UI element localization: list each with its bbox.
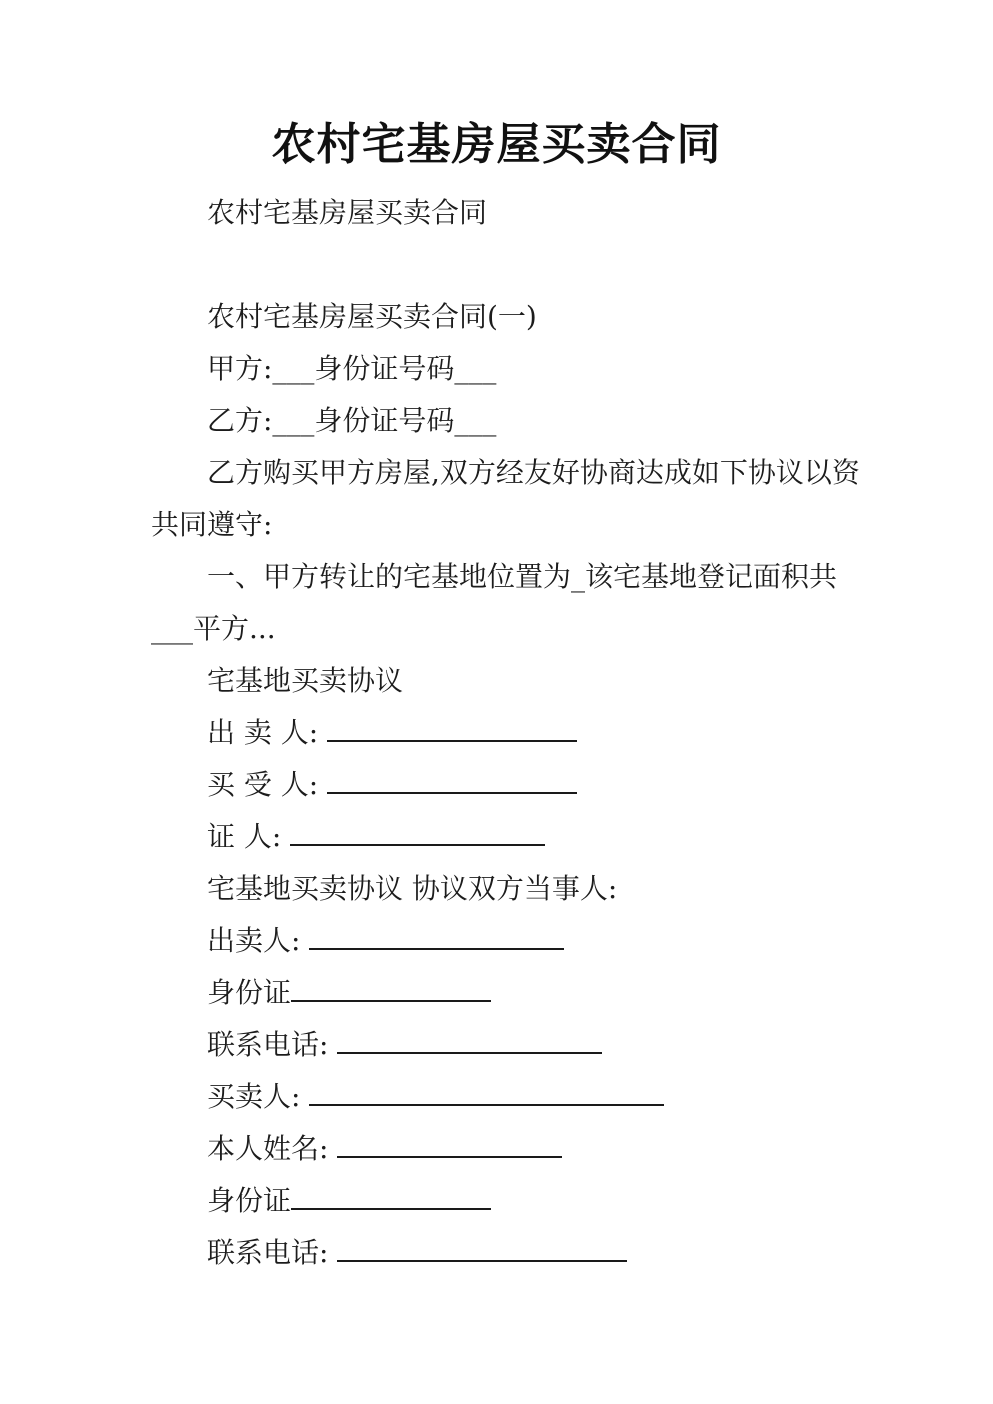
document-body: [151, 187, 973, 1279]
form-field-line: [151, 1123, 973, 1175]
line-text: 身份证: [207, 976, 292, 1009]
form-field-line: [151, 1175, 973, 1227]
line-text: 农村宅基房屋买卖合同: [207, 196, 488, 229]
line-text: 联系电话:: [207, 1236, 338, 1269]
blank-underline: [291, 1180, 491, 1210]
line-text: 农村宅基房屋买卖合同(一): [207, 300, 537, 333]
line-text: 共同遵守:: [151, 508, 273, 541]
document-line: [151, 187, 973, 239]
blank-underline: [327, 712, 577, 742]
form-field-line: [151, 707, 973, 759]
document-line: [151, 499, 973, 551]
document-line: [151, 343, 973, 395]
line-text: 联系电话:: [207, 1028, 338, 1061]
document-line: [151, 863, 973, 915]
line-text: 宅基地买卖协议 协议双方当事人:: [207, 872, 618, 905]
form-field-line: [151, 915, 973, 967]
document-line: [151, 447, 973, 499]
blank-underline: [337, 1128, 562, 1158]
document-line: [151, 395, 973, 447]
line-text: 买卖人:: [207, 1080, 310, 1113]
form-field-line: [151, 1071, 973, 1123]
line-text: [151, 248, 160, 281]
form-field-line: [151, 811, 973, 863]
blank-underline: [309, 1076, 664, 1106]
blank-underline: [290, 816, 545, 846]
blank-underline: [291, 972, 491, 1002]
form-field-line: [151, 1227, 973, 1279]
document-line: [151, 239, 973, 291]
form-field-line: [151, 759, 973, 811]
line-text: 甲方:___身份证号码___: [207, 352, 497, 385]
line-text: 身份证: [207, 1184, 292, 1217]
blank-underline: [327, 764, 577, 794]
line-text: 乙方:___身份证号码___: [207, 404, 497, 437]
blank-underline: [309, 920, 564, 950]
line-text: 证 人:: [207, 820, 291, 853]
line-text: 出卖人:: [207, 924, 310, 957]
document-line: [151, 291, 973, 343]
line-text: 一、甲方转让的宅基地位置为_该宅基地登记面积共: [207, 560, 838, 593]
document-line: [151, 551, 973, 603]
line-text: 买 受 人:: [207, 768, 328, 801]
line-text: ___平方...: [151, 612, 276, 645]
blank-underline: [337, 1232, 627, 1262]
line-text: 本人姓名:: [207, 1132, 338, 1165]
line-text: 出 卖 人:: [207, 716, 328, 749]
document-line: [151, 655, 973, 707]
document-title: 农村宅基房屋买卖合同: [271, 119, 722, 170]
document-line: [151, 603, 973, 655]
form-field-line: [151, 967, 973, 1019]
line-text: 宅基地买卖协议: [207, 664, 404, 697]
line-text: 乙方购买甲方房屋,双方经友好协商达成如下协议以资: [207, 456, 860, 489]
form-field-line: [151, 1019, 973, 1071]
blank-underline: [337, 1024, 602, 1054]
